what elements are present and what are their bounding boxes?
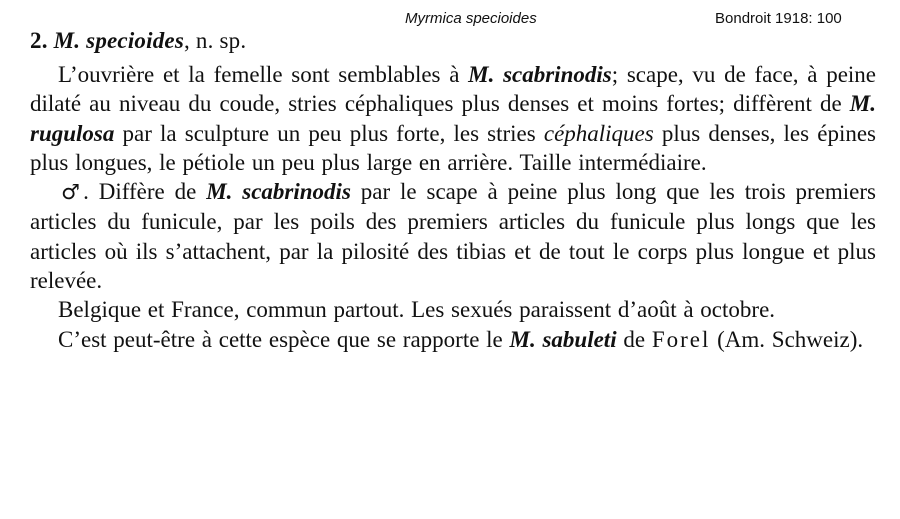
taxon-name: M. rugulosa <box>30 91 876 146</box>
text-run: par la sculpture un peu plus forte, les stries <box>114 120 544 146</box>
heading-genus: M. <box>53 28 81 53</box>
text-run: (Am. Schweiz). <box>710 326 864 352</box>
text-run: . Diffère de <box>83 179 207 205</box>
citation-annotation: Bondroit 1918: 100 <box>715 10 842 27</box>
document-page <box>30 26 876 354</box>
species-heading <box>30 26 876 56</box>
paragraph-distribution <box>30 295 876 324</box>
author-name: Forel <box>651 326 711 352</box>
heading-epithet: specioides <box>86 28 184 53</box>
text-run: par le scape à peine plus long que les trois premiers articles du funicule, par les poils des premiers articles du funicule plus longs que les articles où ils s’attachent, par la pilosité des tibias et de tout le corps plus longue et plus relevée. <box>30 179 877 294</box>
text-run: de <box>616 326 652 352</box>
paragraph-worker-female <box>30 60 876 177</box>
italic-term: céphaliques <box>543 120 654 146</box>
text-run: L’ouvrière et la femelle sont semblables à <box>58 62 469 87</box>
text-run: ; scape, vu de face, à peine dilaté au niveau du coude, stries céphaliques plus denses et moins fortes; diffèrent de <box>30 62 876 117</box>
heading-number: 2. <box>30 28 48 53</box>
male-symbol-icon: ♂ <box>58 180 84 205</box>
heading-suffix: , n. sp. <box>183 28 247 53</box>
text-run: C’est peut-être à cette espèce que se rapporte le <box>58 326 510 352</box>
taxon-name: M. sabuleti <box>509 326 617 352</box>
text-run: Belgique et France, commun partout. Les sexués paraissent d’août à octobre. <box>58 297 776 323</box>
taxon-name: M. scabrinodis <box>206 179 351 205</box>
paragraph-male <box>30 177 876 295</box>
text-run: plus denses, les épines plus longues, le pétiole un peu plus large en arrière. Taille intermédiaire. <box>30 120 876 175</box>
paragraph-synonymy <box>30 325 876 354</box>
species-annotation: Myrmica specioides <box>405 10 537 27</box>
taxon-name: M. scabrinodis <box>468 62 612 87</box>
